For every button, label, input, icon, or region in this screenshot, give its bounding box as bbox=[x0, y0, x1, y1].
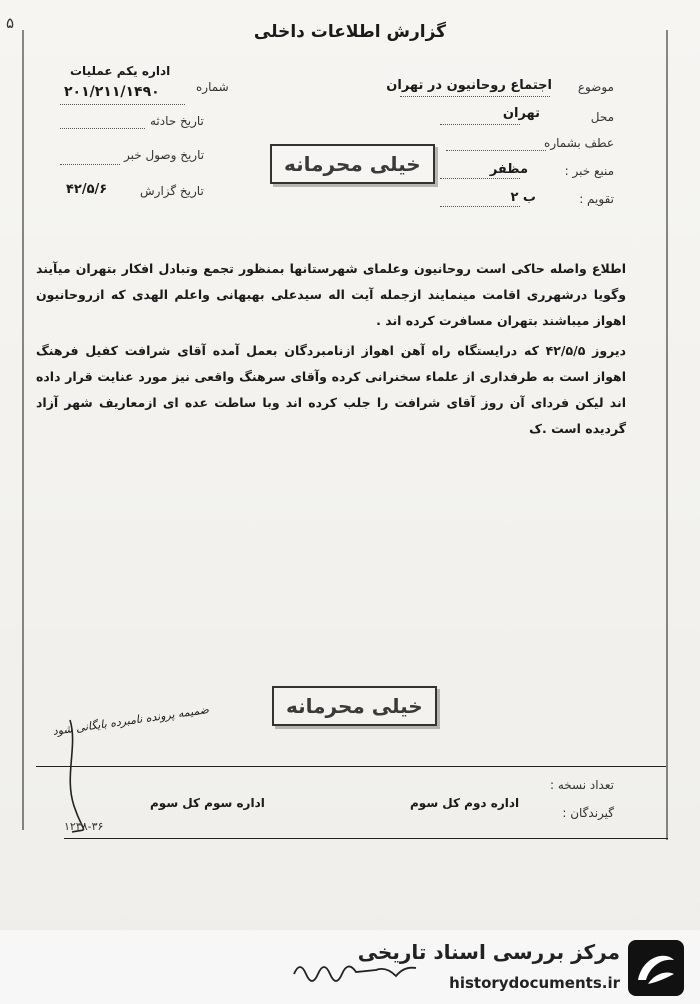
received-date-dots bbox=[60, 164, 120, 165]
subject-label: موضوع bbox=[577, 80, 614, 94]
confidential-stamp-bottom: خیلی محرمانه bbox=[272, 686, 437, 726]
number-dots bbox=[60, 104, 185, 105]
margin-code: ۱۲۳۸-۳۶ bbox=[64, 820, 104, 833]
distribution-divider bbox=[36, 766, 666, 767]
place-label: محل bbox=[590, 110, 614, 124]
office-name: اداره یکم عملیات bbox=[70, 64, 171, 78]
ref-label: عطف بشماره bbox=[544, 136, 614, 150]
report-title: گزارش اطلاعات داخلی bbox=[253, 22, 447, 42]
footer-url[interactable]: historydocuments.ir bbox=[449, 974, 620, 992]
footer-brand: مرکز بررسی اسناد تاریخی bbox=[357, 940, 620, 964]
recipient-1: اداره دوم کل سوم bbox=[410, 796, 520, 810]
place-value: تهران bbox=[502, 106, 540, 121]
place-dots bbox=[440, 124, 520, 125]
ref-dots bbox=[446, 150, 546, 151]
calendar-value: ب ۲ bbox=[510, 190, 536, 205]
calendar-label: تقویم : bbox=[579, 192, 614, 206]
received-date-label: تاریخ وصول خبر bbox=[124, 148, 205, 162]
incident-date-dots bbox=[60, 128, 145, 129]
number-label: شماره bbox=[196, 80, 229, 94]
report-date-value: ۴۲/۵/۶ bbox=[66, 182, 108, 197]
report-date-label: تاریخ گزارش bbox=[140, 184, 204, 198]
subject-value: اجتماع روحانیون در تهران bbox=[386, 78, 552, 93]
body-paragraph-1: اطلاع واصله حاکی است روحانیون وعلمای شهرستانها بمنظور تجمع وتبادل افکار بتهران میآیند وگویا درشهرری اقامت مینمایند ازجمله آیت اله سیدعلی بهبهانی واعلم الهدی که ازروحانیون اهواز میباشند بتهران مسافرت کرده اند . bbox=[36, 261, 626, 328]
archive-logo-icon bbox=[628, 940, 684, 996]
source-label: منبع خبر : bbox=[564, 164, 614, 178]
recipient-2: اداره سوم کل سوم bbox=[150, 796, 265, 810]
handwritten-note: ضمیمه پرونده نامبرده بایگانی شود bbox=[51, 703, 210, 738]
copies-label: تعداد نسخه : bbox=[549, 778, 614, 792]
scan-edge-right bbox=[666, 30, 668, 840]
number-value: ۲۰۱/۲۱۱/۱۴۹۰ bbox=[64, 84, 160, 100]
confidential-stamp-top: خیلی محرمانه bbox=[270, 144, 435, 184]
body-paragraph-2: دیروز ۴۲/۵/۵ که درایستگاه راه آهن اهواز ازنامبردگان بعمل آمده آقای شرافت کفیل فرهنگ اهواز است به طرفداری از علماء سخنرانی کرده وآقای سرهنگ واقعی نیز مورد عنایت قرار داده اند لیکن فردای آن روز آقای شرافت را جلب کرده اند وبا ساطت عده ای ازمعاریف شهر آزاد گردیده است .ک bbox=[36, 343, 626, 436]
source-dots bbox=[440, 178, 520, 179]
scan-edge-left bbox=[22, 30, 24, 830]
calendar-dots bbox=[440, 206, 520, 207]
page-number: ۵ bbox=[6, 14, 15, 32]
source-value: مظفر bbox=[489, 162, 528, 177]
recipients-label: گیرندگان : bbox=[562, 806, 614, 820]
incident-date-label: تاریخ حادثه bbox=[150, 114, 204, 128]
signature-stroke-vertical bbox=[60, 716, 100, 836]
subject-dots bbox=[400, 96, 550, 97]
bottom-frame-line bbox=[64, 838, 668, 839]
